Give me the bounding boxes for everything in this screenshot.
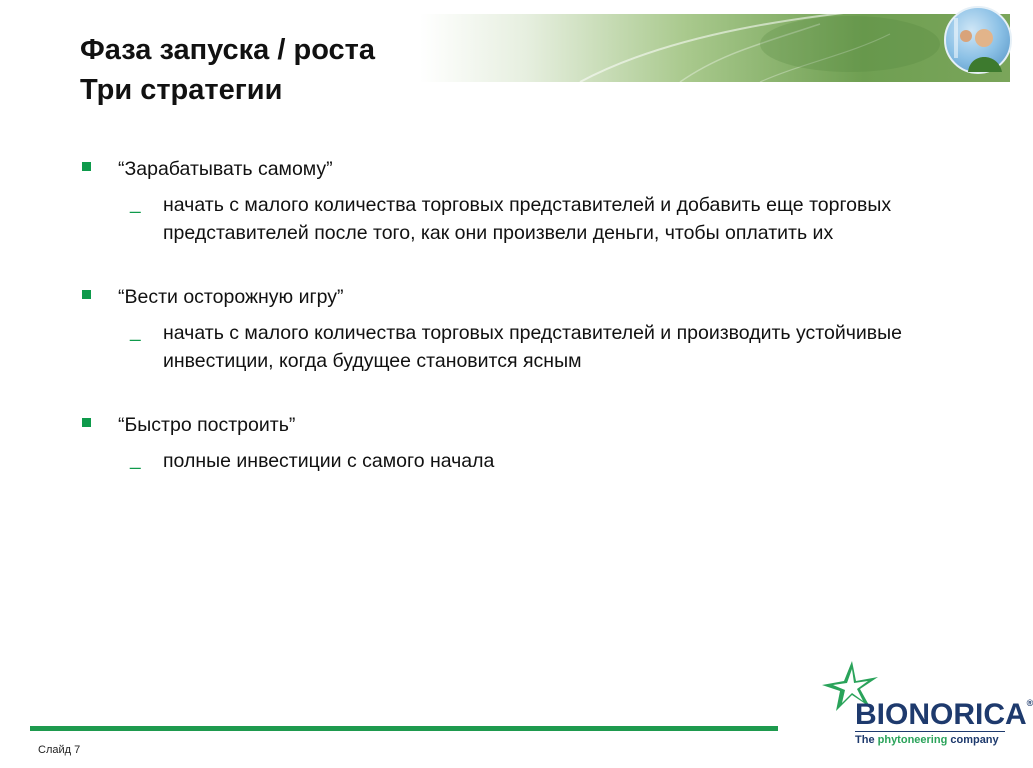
bionorica-logo xyxy=(818,655,1033,750)
square-bullet-icon xyxy=(82,290,91,299)
slide-title xyxy=(80,30,375,110)
list-item xyxy=(80,155,940,247)
header-photo xyxy=(944,6,1012,74)
sub-item xyxy=(80,191,940,247)
list-item-heading: “Зарабатывать самому” xyxy=(118,158,333,180)
dash-icon: _ xyxy=(130,193,141,214)
list-item-heading: “Быстро построить” xyxy=(118,414,296,436)
logo-name: BIONORICA xyxy=(855,698,1027,731)
sub-item-text: начать с малого количества торговых представителей и производить устойчивые инвестиции, когда будущее становится ясным xyxy=(163,322,903,372)
square-bullet-icon xyxy=(82,162,91,171)
sub-item-text: полные инвестиции с самого начала xyxy=(163,450,495,472)
dash-icon: _ xyxy=(130,449,141,470)
sub-item-text: начать с малого количества торговых представителей и добавить еще торговых представителей после того, как они произвели деньги, чтобы оплатить их xyxy=(163,194,892,244)
header-leaf-banner xyxy=(420,14,1010,82)
list-item xyxy=(80,411,940,475)
tagline-accent: phytoneering xyxy=(877,734,948,746)
list-item xyxy=(80,283,940,375)
logo-registered-mark: ® xyxy=(1026,698,1033,708)
bullet-list xyxy=(80,155,940,501)
title-line-2: Три стратегии xyxy=(80,74,283,106)
sub-item xyxy=(80,447,940,475)
logo-tagline xyxy=(855,734,999,746)
footer-divider xyxy=(30,726,778,731)
square-bullet-icon xyxy=(82,418,91,427)
tagline-pre: The xyxy=(855,734,878,746)
logo-wordmark xyxy=(855,698,1033,732)
sub-item xyxy=(80,319,940,375)
tagline-post: company xyxy=(947,734,999,746)
slide-number: Слайд 7 xyxy=(38,744,81,756)
dash-icon: _ xyxy=(130,321,141,342)
logo-rule xyxy=(855,731,1005,732)
title-line-1: Фаза запуска / роста xyxy=(80,34,375,66)
list-item-heading: “Вести осторожную игру” xyxy=(118,286,344,308)
